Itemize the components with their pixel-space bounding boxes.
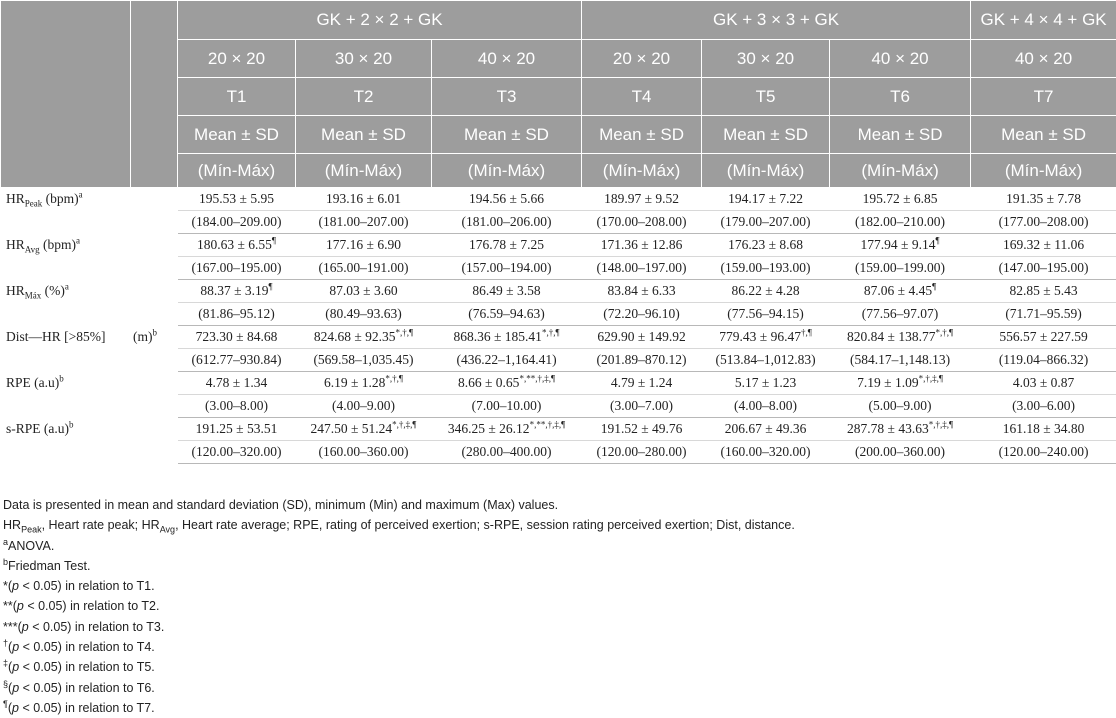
field-size-header: 40 × 20 [971,40,1116,78]
range-cell: (5.00–9.00) [830,395,971,418]
significance-note: ‡(p < 0.05) in relation to T5. [3,657,1113,677]
row-label: $HR_{Peak}$ (bpm)$^a$ [1,188,131,234]
range-cell: (167.00–195.00) [178,257,296,280]
field-size-header: 20 × 20 [582,40,702,78]
row-label: Dist—HR [>85%] [1,326,131,372]
field-size-header: 20 × 20 [178,40,296,78]
range-cell: (436.22–1,164.41) [432,349,582,372]
range-cell: (160.00–360.00) [296,441,432,464]
mean-sd-cell: 189.97 ± 9.52 [582,188,702,211]
range-cell: (159.00–199.00) [830,257,971,280]
mean-sd-cell: 4.03 ± 0.87 [971,372,1116,395]
mean-sd-cell: 193.16 ± 6.01 [296,188,432,211]
field-size-header: 30 × 20 [702,40,830,78]
range-cell: (280.00–400.00) [432,441,582,464]
mean-sd-cell: 868.36 ± 185.41*,†,¶ [432,326,582,349]
range-cell: (77.56–97.07) [830,303,971,326]
range-cell: (513.84–1,012.83) [702,349,830,372]
field-size-header: 40 × 20 [432,40,582,78]
trial-header: T2 [296,78,432,116]
stat-header: Mean ± SD [582,116,702,154]
range-cell: (4.00–9.00) [296,395,432,418]
mean-sd-cell: 87.03 ± 3.60 [296,280,432,303]
range-cell: (120.00–280.00) [582,441,702,464]
mean-sd-cell: 169.32 ± 11.06 [971,234,1116,257]
row-label: $HR_{Máx}$ (%)$^a$ [1,280,131,326]
range-cell: (81.86–95.12) [178,303,296,326]
mean-sd-cell: 195.53 ± 5.95 [178,188,296,211]
mean-sd-cell: 86.22 ± 4.28 [702,280,830,303]
range-header: (Mín-Máx) [971,154,1116,188]
range-cell: (182.00–210.00) [830,211,971,234]
significance-note: ¶(p < 0.05) in relation to T7. [3,698,1113,718]
significance-note: ***(p < 0.05) in relation to T3. [3,617,1113,637]
mean-sd-cell: 194.17 ± 7.22 [702,188,830,211]
range-cell: (3.00–6.00) [971,395,1116,418]
range-cell: (147.00–195.00) [971,257,1116,280]
mean-sd-cell: 194.56 ± 5.66 [432,188,582,211]
row-label: RPE $(a.u)^b$ [1,372,131,418]
range-cell: (181.00–207.00) [296,211,432,234]
mean-sd-cell: 824.68 ± 92.35*,†,¶ [296,326,432,349]
range-cell: (181.00–206.00) [432,211,582,234]
trial-header: T6 [830,78,971,116]
range-cell: (160.00–320.00) [702,441,830,464]
mean-sd-cell: 346.25 ± 26.12*,**,†,‡,¶ [432,418,582,441]
group-header: GK + 4 × 4 + GK [971,1,1116,40]
trial-header: T4 [582,78,702,116]
mean-sd-cell: 176.78 ± 7.25 [432,234,582,257]
mean-sd-cell: 723.30 ± 84.68 [178,326,296,349]
mean-sd-cell: 247.50 ± 51.24*,†,‡,¶ [296,418,432,441]
table-body [1,188,1116,464]
mean-sd-cell: 191.35 ± 7.78 [971,188,1116,211]
mean-sd-cell: 191.52 ± 49.76 [582,418,702,441]
mean-sd-cell: 180.63 ± 6.55¶ [178,234,296,257]
stat-header: Mean ± SD [178,116,296,154]
mean-sd-cell: 779.43 ± 96.47†,¶ [702,326,830,349]
mean-sd-cell: 5.17 ± 1.23 [702,372,830,395]
table-row [1,418,1116,441]
range-cell: (612.77–930.84) [178,349,296,372]
range-header: (Mín-Máx) [296,154,432,188]
header-blank-cell [131,1,178,188]
range-cell: (584.17–1,148.13) [830,349,971,372]
trial-header: T7 [971,78,1116,116]
mean-sd-cell: 195.72 ± 6.85 [830,188,971,211]
stat-header: Mean ± SD [971,116,1116,154]
row-unit [131,188,178,234]
field-size-header: 30 × 20 [296,40,432,78]
range-cell: (119.04–866.32) [971,349,1116,372]
mean-sd-cell: 191.25 ± 53.51 [178,418,296,441]
table-row [1,326,1116,349]
trial-header: T1 [178,78,296,116]
range-header: (Mín-Máx) [178,154,296,188]
table-row [1,280,1116,303]
mean-sd-cell: 176.23 ± 8.68 [702,234,830,257]
range-cell: (200.00–360.00) [830,441,971,464]
mean-sd-cell: 206.67 ± 49.36 [702,418,830,441]
field-size-header: 40 × 20 [830,40,971,78]
row-unit: $(m)^b$ [131,326,178,372]
range-cell: (76.59–94.63) [432,303,582,326]
range-cell: (120.00–240.00) [971,441,1116,464]
mean-sd-cell: 6.19 ± 1.28*,†,¶ [296,372,432,395]
range-cell: (165.00–191.00) [296,257,432,280]
footnote-friedman: $^b$Friedman Test. [3,556,1113,576]
mean-sd-cell: 820.84 ± 138.77*,†,¶ [830,326,971,349]
range-cell: (148.00–197.00) [582,257,702,280]
range-cell: (184.00–209.00) [178,211,296,234]
range-cell: (159.00–193.00) [702,257,830,280]
range-cell: (71.71–95.59) [971,303,1116,326]
range-cell: (201.89–870.12) [582,349,702,372]
range-cell: (177.00–208.00) [971,211,1116,234]
header-blank-cell [1,1,131,188]
mean-sd-cell: 171.36 ± 12.86 [582,234,702,257]
range-header: (Mín-Máx) [830,154,971,188]
mean-sd-cell: 287.78 ± 43.63*,†,‡,¶ [830,418,971,441]
mean-sd-cell: 86.49 ± 3.58 [432,280,582,303]
significance-note: *(p < 0.05) in relation to T1. [3,576,1113,596]
range-header: (Mín-Máx) [432,154,582,188]
table-row [1,234,1116,257]
range-cell: (569.58–1,035.45) [296,349,432,372]
row-label: $HR_{Avg}$ (bpm)$^a$ [1,234,131,280]
mean-sd-cell: 556.57 ± 227.59 [971,326,1116,349]
footnote-abbreviations: $HR_{Peak}$, Heart rate peak; $HR_{Avg}$, Heart rate average; RPE, rating of perceived exertion; s-RPE, session rating perceived exertion; Dist, distance. [3,515,1113,535]
range-cell: (77.56–94.15) [702,303,830,326]
footnotes [3,495,1113,718]
mean-sd-cell: 629.90 ± 149.92 [582,326,702,349]
mean-sd-cell: 8.66 ± 0.65*,**,†,‡,¶ [432,372,582,395]
row-label: s-RPE $(a.u)^b$ [1,418,131,464]
range-cell: (120.00–320.00) [178,441,296,464]
range-cell: (3.00–7.00) [582,395,702,418]
mean-sd-cell: 4.78 ± 1.34 [178,372,296,395]
group-header: GK + 3 × 3 + GK [582,1,971,40]
range-cell: (7.00–10.00) [432,395,582,418]
footnote-data-description: Data is presented in mean and standard deviation (SD), minimum (Min) and maximum (Max) values. [3,495,1113,515]
range-cell: (179.00–207.00) [702,211,830,234]
range-header: (Mín-Máx) [582,154,702,188]
significance-notes [3,576,1113,718]
stat-header: Mean ± SD [830,116,971,154]
group-header: GK + 2 × 2 + GK [178,1,582,40]
mean-sd-cell: 88.37 ± 3.19¶ [178,280,296,303]
trial-header: T5 [702,78,830,116]
significance-note: **(p < 0.05) in relation to T2. [3,596,1113,616]
row-unit [131,234,178,280]
mean-sd-cell: 82.85 ± 5.43 [971,280,1116,303]
range-cell: (72.20–96.10) [582,303,702,326]
stat-header: Mean ± SD [296,116,432,154]
mean-sd-cell: 87.06 ± 4.45¶ [830,280,971,303]
significance-note: †(p < 0.05) in relation to T4. [3,637,1113,657]
mean-sd-cell: 7.19 ± 1.09*,†,‡,¶ [830,372,971,395]
row-unit [131,372,178,418]
mean-sd-cell: 4.79 ± 1.24 [582,372,702,395]
range-header: (Mín-Máx) [702,154,830,188]
stat-header: Mean ± SD [432,116,582,154]
range-cell: (80.49–93.63) [296,303,432,326]
table-row [1,188,1116,211]
significance-note: §(p < 0.05) in relation to T6. [3,678,1113,698]
footnote-anova: $^a$ANOVA. [3,536,1113,556]
row-unit [131,280,178,326]
range-cell: (157.00–194.00) [432,257,582,280]
row-unit [131,418,178,464]
trial-header: T3 [432,78,582,116]
range-cell: (170.00–208.00) [582,211,702,234]
mean-sd-cell: 161.18 ± 34.80 [971,418,1116,441]
stat-header: Mean ± SD [702,116,830,154]
mean-sd-cell: 177.94 ± 9.14¶ [830,234,971,257]
mean-sd-cell: 177.16 ± 6.90 [296,234,432,257]
range-cell: (3.00–8.00) [178,395,296,418]
table-row [1,372,1116,395]
range-cell: (4.00–8.00) [702,395,830,418]
mean-sd-cell: 83.84 ± 6.33 [582,280,702,303]
